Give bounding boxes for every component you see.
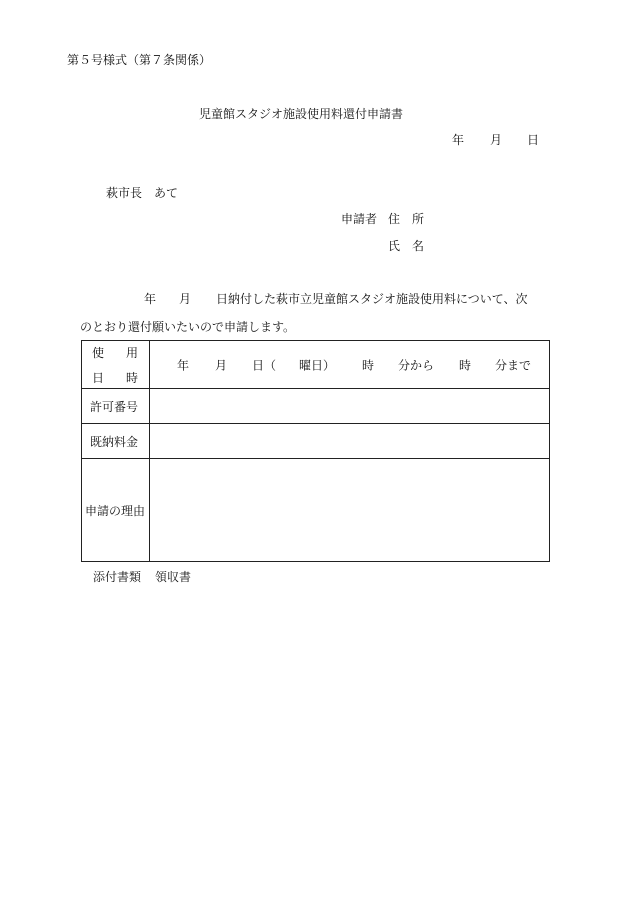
attachment-label: 添付書類	[93, 570, 142, 584]
addressee: 萩市長 あて	[106, 186, 179, 200]
usage-datetime-value[interactable]	[150, 341, 550, 389]
usage-datetime-row	[82, 341, 550, 389]
body-line2: のとおり還付願いたいので申請します。	[80, 320, 296, 334]
document-title: 児童館スタジオ施設使用料還付申請書	[199, 107, 404, 121]
usage-day: 日（	[252, 358, 277, 372]
usage-month: 月	[215, 358, 228, 372]
usage-end-minute: 分まで	[495, 358, 532, 372]
date-year: 年	[452, 133, 465, 147]
date-month: 月	[490, 133, 503, 147]
usage-datetime-label	[82, 341, 150, 389]
applicant-name-label: 氏 名	[388, 239, 425, 253]
permit-number-label: 許可番号	[82, 389, 150, 424]
usage-end-hour: 時	[459, 358, 472, 372]
form-number: 第５号様式（第７条関係）	[67, 53, 212, 67]
usage-year: 年	[177, 358, 190, 372]
usage-label-char-1: 使	[92, 345, 105, 360]
application-table	[81, 340, 550, 562]
usage-start-minute: 分から	[398, 358, 435, 372]
applicant-label: 申請者	[341, 212, 378, 226]
usage-label-char-3: 日	[92, 370, 105, 385]
usage-label-char-2: 用	[125, 345, 138, 360]
paid-amount-label: 既納料金	[82, 424, 150, 459]
body-line1: 日納付した萩市立児童館スタジオ施設使用料について、次	[216, 292, 528, 306]
permit-number-field[interactable]	[150, 389, 550, 424]
paid-amount-row	[82, 424, 550, 459]
date-day: 日	[527, 133, 540, 147]
body-month: 月	[179, 292, 192, 306]
paid-amount-field[interactable]	[150, 424, 550, 459]
reason-row	[82, 459, 550, 562]
applicant-address-label: 住 所	[388, 212, 425, 226]
usage-weekday: 曜日）	[299, 358, 336, 372]
usage-label-char-4: 時	[125, 370, 138, 385]
body-year: 年	[144, 292, 157, 306]
usage-start-hour: 時	[362, 358, 375, 372]
reason-field[interactable]	[150, 459, 550, 562]
attachment-value: 領収書	[155, 570, 192, 584]
permit-number-row	[82, 389, 550, 424]
reason-label: 申請の理由	[82, 459, 150, 562]
